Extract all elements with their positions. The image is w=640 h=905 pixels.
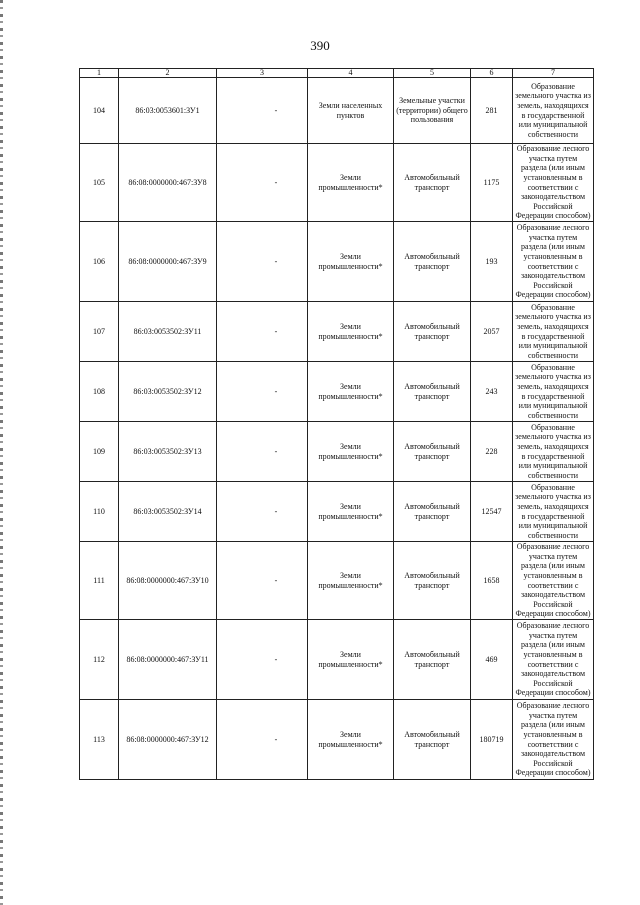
permitted-use-cell: Автомобильный транспорт	[394, 700, 471, 780]
column-header: 4	[308, 69, 394, 78]
land-category-cell: Земли промышленности*	[308, 422, 394, 482]
cadastral-number-cell: 86:08:0000000:467:ЗУ9	[119, 222, 217, 302]
area-cell: 281	[471, 78, 513, 144]
formation-method-cell: Образование лесного участка путем раздела (или иным установленным в соответствии с законодательством Российской Федерации способом)	[513, 620, 594, 700]
permitted-use-cell: Автомобильный транспорт	[394, 362, 471, 422]
column-number-row	[80, 69, 594, 78]
column-header: 5	[394, 69, 471, 78]
column-3-cell: -	[217, 542, 308, 620]
column-header: 1	[80, 69, 119, 78]
formation-method-cell: Образование земельного участка из земель, находящихся в государственной или муниципальной собственности	[513, 482, 594, 542]
area-cell: 180719	[471, 700, 513, 780]
permitted-use-cell: Автомобильный транспорт	[394, 422, 471, 482]
permitted-use-cell: Автомобильный транспорт	[394, 302, 471, 362]
page-number: 390	[310, 38, 330, 53]
row-number-cell: 105	[80, 144, 119, 222]
land-category-cell: Земли промышленности*	[308, 700, 394, 780]
row-number-cell: 111	[80, 542, 119, 620]
formation-method-cell: Образование лесного участка путем раздела (или иным установленным в соответствии с законодательством Российской Федерации способом)	[513, 542, 594, 620]
column-3-cell: -	[217, 700, 308, 780]
cadastral-number-cell: 86:08:0000000:467:ЗУ8	[119, 144, 217, 222]
column-header: 2	[119, 69, 217, 78]
formation-method-cell: Образование лесного участка путем раздела (или иным установленным в соответствии с законодательством Российской Федерации способом)	[513, 700, 594, 780]
land-category-cell: Земли промышленности*	[308, 620, 394, 700]
row-number-cell: 106	[80, 222, 119, 302]
table-row	[80, 542, 594, 620]
row-number-cell: 112	[80, 620, 119, 700]
land-plots-table	[79, 68, 594, 780]
permitted-use-cell: Земельные участки (территории) общего пользования	[394, 78, 471, 144]
cadastral-number-cell: 86:03:0053601:ЗУ1	[119, 78, 217, 144]
area-cell: 1175	[471, 144, 513, 222]
formation-method-cell: Образование лесного участка путем раздела (или иным установленным в соответствии с законодательством Российской Федерации способом)	[513, 222, 594, 302]
column-header: 7	[513, 69, 594, 78]
permitted-use-cell: Автомобильный транспорт	[394, 144, 471, 222]
cadastral-number-cell: 86:03:0053502:ЗУ13	[119, 422, 217, 482]
formation-method-cell: Образование земельного участка из земель, находящихся в государственной или муниципальной собственности	[513, 422, 594, 482]
permitted-use-cell: Автомобильный транспорт	[394, 222, 471, 302]
area-cell: 243	[471, 362, 513, 422]
cadastral-number-cell: 86:03:0053502:ЗУ11	[119, 302, 217, 362]
cadastral-number-cell: 86:08:0000000:467:ЗУ10	[119, 542, 217, 620]
formation-method-cell: Образование земельного участка из земель, находящихся в государственной или муниципальной собственности	[513, 302, 594, 362]
row-number-cell: 107	[80, 302, 119, 362]
table-row	[80, 422, 594, 482]
scan-edge	[0, 0, 3, 905]
column-3-cell: -	[217, 422, 308, 482]
land-category-cell: Земли промышленности*	[308, 482, 394, 542]
table-row	[80, 222, 594, 302]
column-3-cell: -	[217, 222, 308, 302]
column-header: 3	[217, 69, 308, 78]
row-number-cell: 110	[80, 482, 119, 542]
table-row	[80, 620, 594, 700]
area-cell: 2057	[471, 302, 513, 362]
area-cell: 1658	[471, 542, 513, 620]
column-3-cell: -	[217, 362, 308, 422]
area-cell: 228	[471, 422, 513, 482]
column-3-cell: -	[217, 482, 308, 542]
row-number-cell: 109	[80, 422, 119, 482]
cadastral-number-cell: 86:08:0000000:467:ЗУ11	[119, 620, 217, 700]
area-cell: 469	[471, 620, 513, 700]
column-3-cell: -	[217, 620, 308, 700]
land-category-cell: Земли промышленности*	[308, 362, 394, 422]
land-category-cell: Земли промышленности*	[308, 222, 394, 302]
column-3-cell: -	[217, 302, 308, 362]
land-category-cell: Земли промышленности*	[308, 542, 394, 620]
column-3-cell: -	[217, 144, 308, 222]
cadastral-number-cell: 86:03:0053502:ЗУ14	[119, 482, 217, 542]
table-row	[80, 78, 594, 144]
permitted-use-cell: Автомобильный транспорт	[394, 620, 471, 700]
land-category-cell: Земли промышленности*	[308, 144, 394, 222]
formation-method-cell: Образование лесного участка путем раздела (или иным установленным в соответствии с законодательством Российской Федерации способом)	[513, 144, 594, 222]
land-category-cell: Земли промышленности*	[308, 302, 394, 362]
table-row	[80, 482, 594, 542]
area-cell: 12547	[471, 482, 513, 542]
formation-method-cell: Образование земельного участка из земель, находящихся в государственной или муниципальной собственности	[513, 78, 594, 144]
land-category-cell: Земли населенных пунктов	[308, 78, 394, 144]
row-number-cell: 113	[80, 700, 119, 780]
cadastral-number-cell: 86:03:0053502:ЗУ12	[119, 362, 217, 422]
row-number-cell: 108	[80, 362, 119, 422]
row-number-cell: 104	[80, 78, 119, 144]
column-3-cell: -	[217, 78, 308, 144]
cadastral-number-cell: 86:08:0000000:467:ЗУ12	[119, 700, 217, 780]
area-cell: 193	[471, 222, 513, 302]
permitted-use-cell: Автомобильный транспорт	[394, 542, 471, 620]
table-row	[80, 362, 594, 422]
table-row	[80, 144, 594, 222]
table-row	[80, 700, 594, 780]
column-header: 6	[471, 69, 513, 78]
table-row	[80, 302, 594, 362]
permitted-use-cell: Автомобильный транспорт	[394, 482, 471, 542]
formation-method-cell: Образование земельного участка из земель, находящихся в государственной или муниципальной собственности	[513, 362, 594, 422]
